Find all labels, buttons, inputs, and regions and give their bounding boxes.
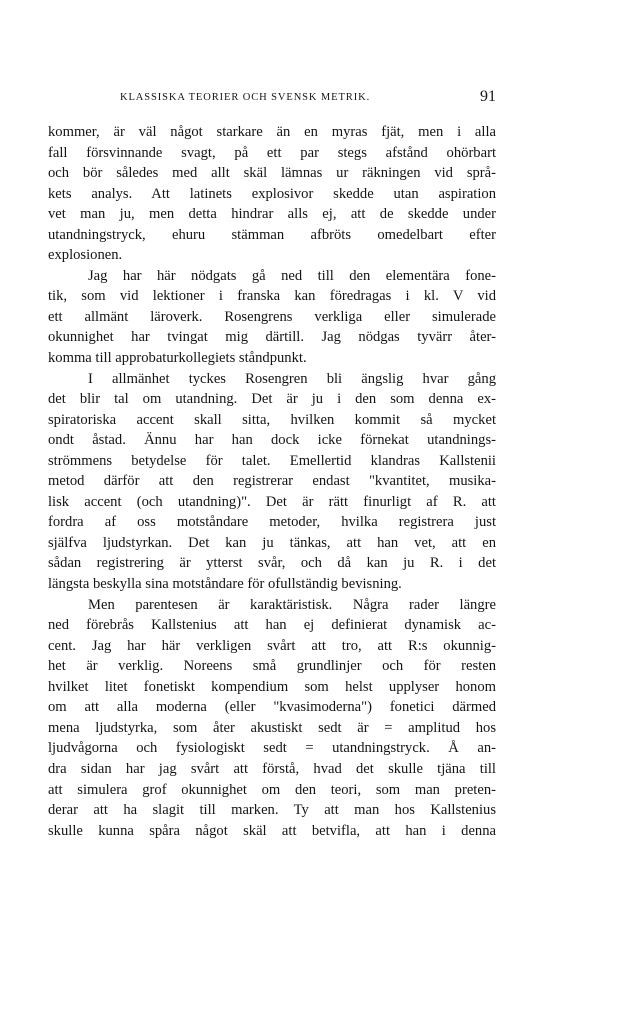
text-line: vet man ju, men detta hindrar alls ej, att de skedde under bbox=[48, 206, 496, 223]
text-line: Men parentesen är karaktäristisk. Några rader längre bbox=[88, 596, 496, 613]
body-text bbox=[48, 122, 496, 841]
text-line: ned förebrås Kallstenius att han ej definierat dynamisk ac- bbox=[48, 617, 496, 634]
text-line: spiratoriska accent skall sitta, hvilken kommit så mycket bbox=[48, 411, 496, 428]
text-line: fordra af oss motståndare metoder, hvilka registrera just bbox=[48, 514, 496, 531]
text-line: strömmens betydelse för talet. Emellertid klandras Kallstenii bbox=[48, 452, 496, 469]
text-line: skulle kunna spåra något skäl att betvifla, att han i denna bbox=[48, 822, 496, 839]
text-line: kets analys. Att latinets explosivor skedde utan aspiration bbox=[48, 185, 496, 202]
text-line: dra sidan har jag svårt att förstå, hvad det skulle tjäna till bbox=[48, 760, 496, 777]
text-line: kommer, är väl något starkare än en myras fjät, men i alla bbox=[48, 124, 496, 140]
text-line: tik, som vid lektioner i franska kan föredragas i kl. V vid bbox=[48, 288, 496, 305]
text-line: att simulera grof okunnighet om den teori, som man preten- bbox=[48, 781, 496, 798]
text-line: och bör således med allt skäl lämnas ur räkningen vid språ- bbox=[48, 165, 496, 182]
page-number: 91 bbox=[480, 88, 496, 105]
running-head bbox=[48, 88, 496, 110]
text-line: Jag har här nödgats gå ned till den elementära fone- bbox=[88, 267, 496, 284]
text-line: ljudvågorna och fysiologiskt sedt = utandningstryck. Å an- bbox=[48, 740, 496, 757]
running-title: KLASSISKA TEORIER OCH SVENSK METRIK. bbox=[120, 92, 371, 103]
text-line: det blir tal om utandning. Det är ju i den som denna ex- bbox=[48, 391, 496, 408]
text-line: explosionen. bbox=[48, 247, 123, 264]
text-line: fall försvinnande svagt, på ett par stegs afstånd ohörbart bbox=[48, 144, 496, 161]
text-line: själfva ljudstyrkan. Det kan ju tänkas, att han vet, att en bbox=[48, 534, 496, 551]
text-line: ett allmänt läroverk. Rosengrens verkliga eller simulerade bbox=[48, 308, 496, 325]
text-line: ondt åstad. Ännu har han dock icke förnekat utandnings- bbox=[48, 432, 496, 449]
text-line: mena ljudstyrka, som åter akustiskt sedt är = amplitud hos bbox=[48, 719, 496, 736]
text-line: I allmänhet tyckes Rosengren bli ängslig hvar gång bbox=[88, 370, 496, 387]
text-line: om att alla moderna (eller "kvasimoderna") fonetici därmed bbox=[48, 699, 496, 716]
text-line: metod därför att den registrerar endast "kvantitet, musika- bbox=[48, 473, 496, 490]
text-line: het är verklig. Noreens små grundlinjer och för resten bbox=[48, 658, 496, 675]
text-line: längsta beskylla sina motståndare för ofullständig bevisning. bbox=[48, 576, 402, 593]
text-line: cent. Jag har här verkligen svårt att tro, att R:s okunnig- bbox=[48, 637, 496, 654]
text-line: lisk accent (och utandning)". Det är rätt finurligt af R. att bbox=[48, 493, 496, 510]
text-line: utandningstryck, ehuru stämman afbröts omedelbart efter bbox=[48, 226, 496, 243]
text-line: okunnighet har tvingat mig därtill. Jag nödgas tyvärr åter- bbox=[48, 329, 496, 346]
text-line: sådan registrering är ytterst svår, och då kan ju R. i det bbox=[48, 555, 496, 572]
text-line: hvilket litet fonetiskt kompendium som helst upplyser honom bbox=[48, 678, 496, 695]
text-line: komma till approbaturkollegiets ståndpunkt. bbox=[48, 350, 307, 367]
text-line: derar att ha slagit till marken. Ty att man hos Kallstenius bbox=[48, 802, 496, 819]
